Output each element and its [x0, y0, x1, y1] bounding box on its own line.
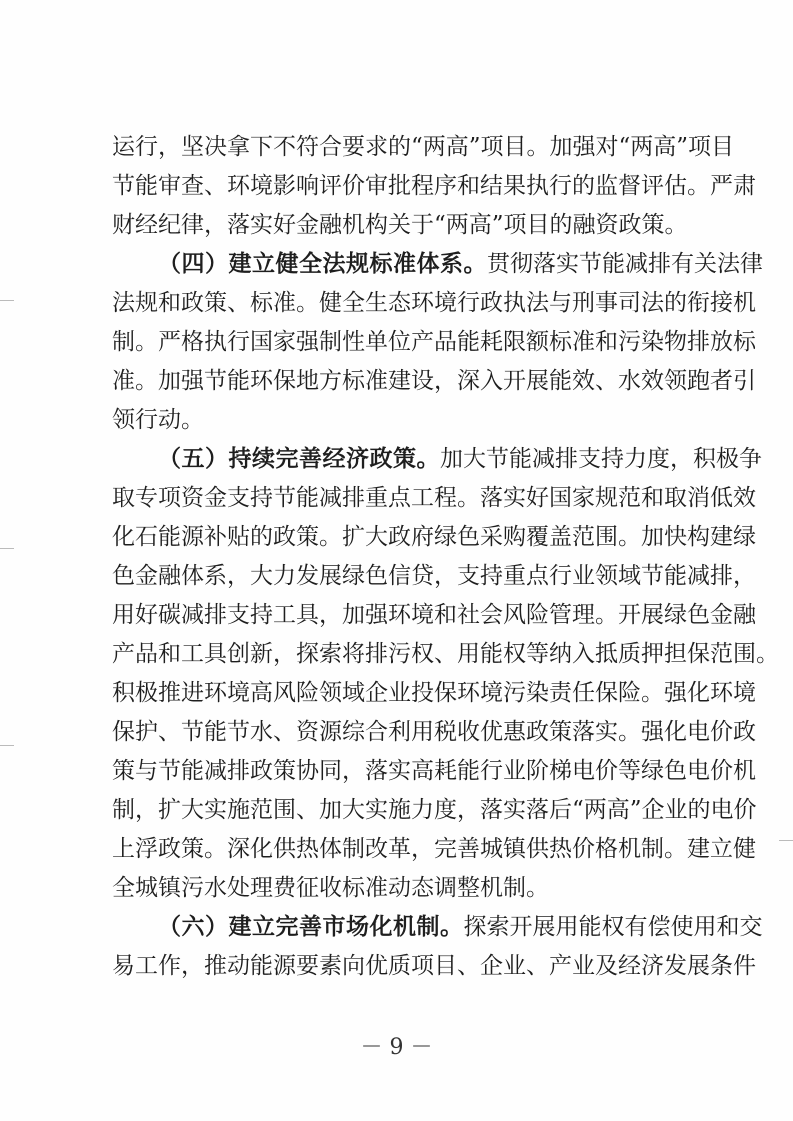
text-line: 取专项资金支持节能减排重点工程。落实好国家规范和取消低效 — [112, 485, 756, 511]
text-line: 保护、节能节水、资源综合利用税收优惠政策落实。强化电价政 — [112, 719, 756, 745]
text-line: 产品和工具创新，探索将排污权、用能权等纳入抵质押担保范围。 — [112, 641, 779, 667]
page-number: － 9 － — [360, 1035, 433, 1060]
text-line: 运行，坚决拿下不符合要求的“两高”项目。加强对“两高”项目 — [112, 134, 735, 160]
text-line: 领行动。 — [112, 407, 204, 433]
text-line: 易工作，推动能源要素向优质项目、企业、产业及经济发展条件 — [112, 953, 756, 979]
paragraph-first-line — [112, 908, 763, 947]
text-line: 积极推进环境高风险领域企业投保环境污染责任保险。强化环境 — [112, 680, 756, 706]
text-line: 策与节能减排政策协同，落实高耗能行业阶梯电价等绿色电价机 — [112, 758, 756, 784]
section-heading-5: （五）持续完善经济政策。 — [158, 446, 440, 472]
scan-edge-mark — [0, 548, 14, 549]
text-line: 财经纪律，落实好金融机构关于“两高”项目的融资政策。 — [112, 212, 688, 238]
text-line: 上浮政策。深化供热体制改革，完善城镇供热价格机制。建立健 — [112, 836, 756, 862]
body-text — [112, 128, 779, 986]
paragraph-first-line — [112, 245, 763, 284]
text-run: 加大节能减排支持力度，积极争 — [440, 446, 762, 472]
scan-edge-mark — [779, 840, 793, 841]
text-line: 制，扩大实施范围、加大实施力度，落实落后“两高”企业的电价 — [112, 797, 757, 823]
section-heading-4: （四）建立健全法规标准体系。 — [158, 251, 487, 277]
text-line: 节能审查、环境影响评价审批程序和结果执行的监督评估。严肃 — [112, 173, 756, 199]
text-line: 准。加强节能环保地方标准建设，深入开展能效、水效领跑者引 — [112, 368, 756, 394]
text-run: 贯彻落实节能减排有关法律 — [487, 251, 763, 277]
section-heading-6: （六）建立完善市场化机制。 — [158, 914, 464, 940]
text-line: 色金融体系，大力发展绿色信贷，支持重点行业领域节能减排， — [112, 563, 756, 589]
scan-edge-mark — [0, 745, 14, 746]
scan-edge-mark — [0, 300, 14, 301]
text-line: 制。严格执行国家强制性单位产品能耗限额标准和污染物排放标 — [112, 329, 756, 355]
text-line: 化石能源补贴的政策。扩大政府绿色采购覆盖范围。加快构建绿 — [112, 524, 756, 550]
paragraph-first-line — [112, 440, 762, 479]
text-run: 探索开展用能权有偿使用和交 — [463, 914, 763, 940]
text-line: 法规和政策、标准。健全生态环境行政执法与刑事司法的衔接机 — [112, 290, 756, 316]
text-line: 用好碳减排支持工具，加强环境和社会风险管理。开展绿色金融 — [112, 602, 756, 628]
text-line: 全城镇污水处理费征收标准动态调整机制。 — [112, 875, 549, 901]
